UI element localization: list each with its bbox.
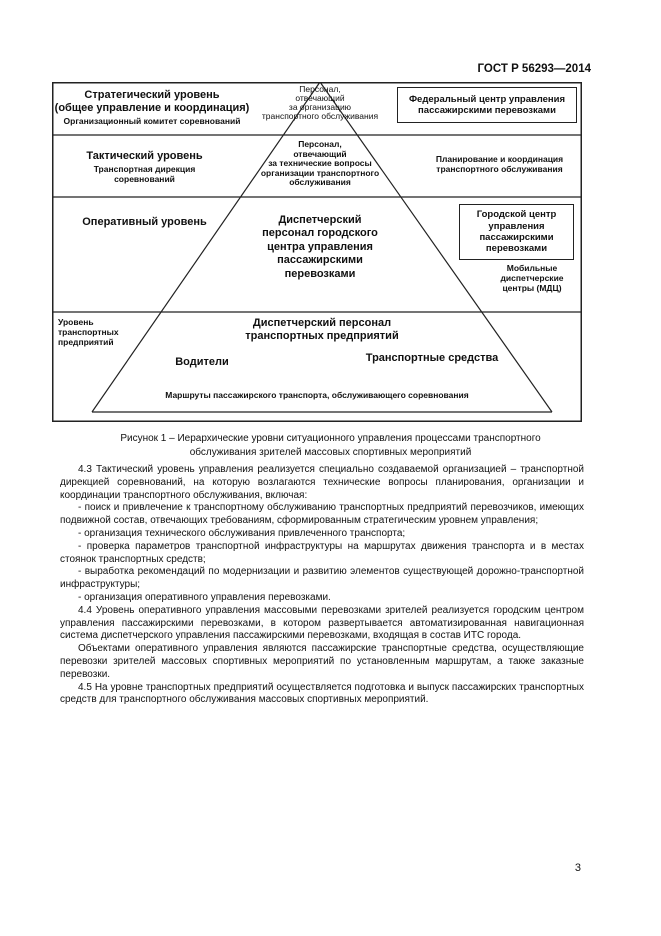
- body-text: [60, 464, 584, 707]
- organizing-committee-label: Организационный комитет соревнований: [63, 116, 241, 126]
- strategic-level-title: Стратегический уровень: [84, 89, 220, 101]
- strategic-personnel-label: Персонал, отвечающий за организацию транспортного обслуживания: [261, 84, 379, 121]
- paragraph-4-5: 4.5 На уровне транспортных предприятий осуществляется подготовка и выпуск пассажирских транспортных средств для транспортного обслуживания массовых спортивных мероприятий.: [60, 681, 584, 706]
- paragraph-4-4: 4.4 Уровень оперативного управления массовыми перевозками зрителей реализуется городским центром управления пассажирскими перевозками, в котором развертывается автоматизированная навигационная система диспетчерского управления пассажирскими перевозками, входящая в состав ИТС города.: [60, 604, 584, 642]
- city-dispatch-personnel-label: Диспетчерский персонал городского центра управления пассажирскими перевозками: [262, 214, 378, 280]
- city-control-center-box: Городской центр управления пассажирскими перевозками: [459, 204, 574, 260]
- hierarchy-diagram: [52, 82, 582, 422]
- list-item: - поиск и привлечение к транспортному обслуживанию транспортных предприятий перевозчиков, имеющих подвижной состав, отвечающих требованиям, сформированным стратегическим уровнем управления;: [60, 502, 584, 527]
- figure-caption: Рисунок 1 – Иерархические уровни ситуационного управления процессами транспортного обслуживания зрителей массовых спортивных мероприятий: [120, 433, 541, 458]
- enterprise-dispatch-personnel-label: Диспетчерский персонал транспортных предприятий: [245, 317, 399, 343]
- paragraph-4-3: 4.3 Тактический уровень управления реализуется специально создаваемой организацией – транспортной дирекцией соревнований, на которую возлагаются технические вопросы планирования, организации и координации транспортного обслуживания, включая:: [60, 464, 584, 501]
- federal-center-box: Федеральный центр управления пассажирскими перевозками: [397, 87, 577, 123]
- paragraph-objects: Объектами оперативного управления являются пассажирские транспортные средства, осуществляющие перевозки зрителей массовых спортивных мероприятий по установленным маршрутам, а также заказные перевозки.: [60, 643, 584, 680]
- tactical-personnel-label: Персонал, отвечающий за технические вопросы организации транспортного обслуживания: [260, 139, 380, 188]
- list-item: - организация технического обслуживания привлеченного транспорта;: [78, 527, 406, 539]
- planning-coordination-label: Планирование и координация транспортного обслуживания: [435, 154, 564, 175]
- vehicles-label: Транспортные средства: [365, 352, 499, 364]
- list-item: - выработка рекомендаций по модернизации и развитию элементов существующей дорожно-транспортной инфраструктуры;: [60, 566, 584, 591]
- operational-level-title: Оперативный уровень: [82, 216, 207, 228]
- drivers-label: Водители: [175, 356, 229, 368]
- transport-directorate-label: Транспортная дирекция соревнований: [93, 164, 196, 185]
- strategic-level-subtitle: (общее управление и координация): [54, 102, 250, 114]
- list-item: - организация оперативного управления перевозками.: [78, 591, 331, 603]
- enterprise-level-title: Уровень транспортных предприятий: [58, 317, 119, 348]
- document-id: ГОСТ Р 56293—2014: [477, 63, 591, 75]
- list-item: - проверка параметров транспортной инфраструктуры на маршрутах движения транспорта и в местах стоянок транспортных средств;: [60, 540, 584, 565]
- routes-label: Маршруты пассажирского транспорта, обслуживающего соревнования: [165, 390, 469, 400]
- mobile-dispatch-centers-label: Мобильные диспетчерские центры (МДЦ): [500, 263, 564, 294]
- tactical-level-title: Тактический уровень: [86, 150, 203, 162]
- page-number: 3: [574, 862, 581, 874]
